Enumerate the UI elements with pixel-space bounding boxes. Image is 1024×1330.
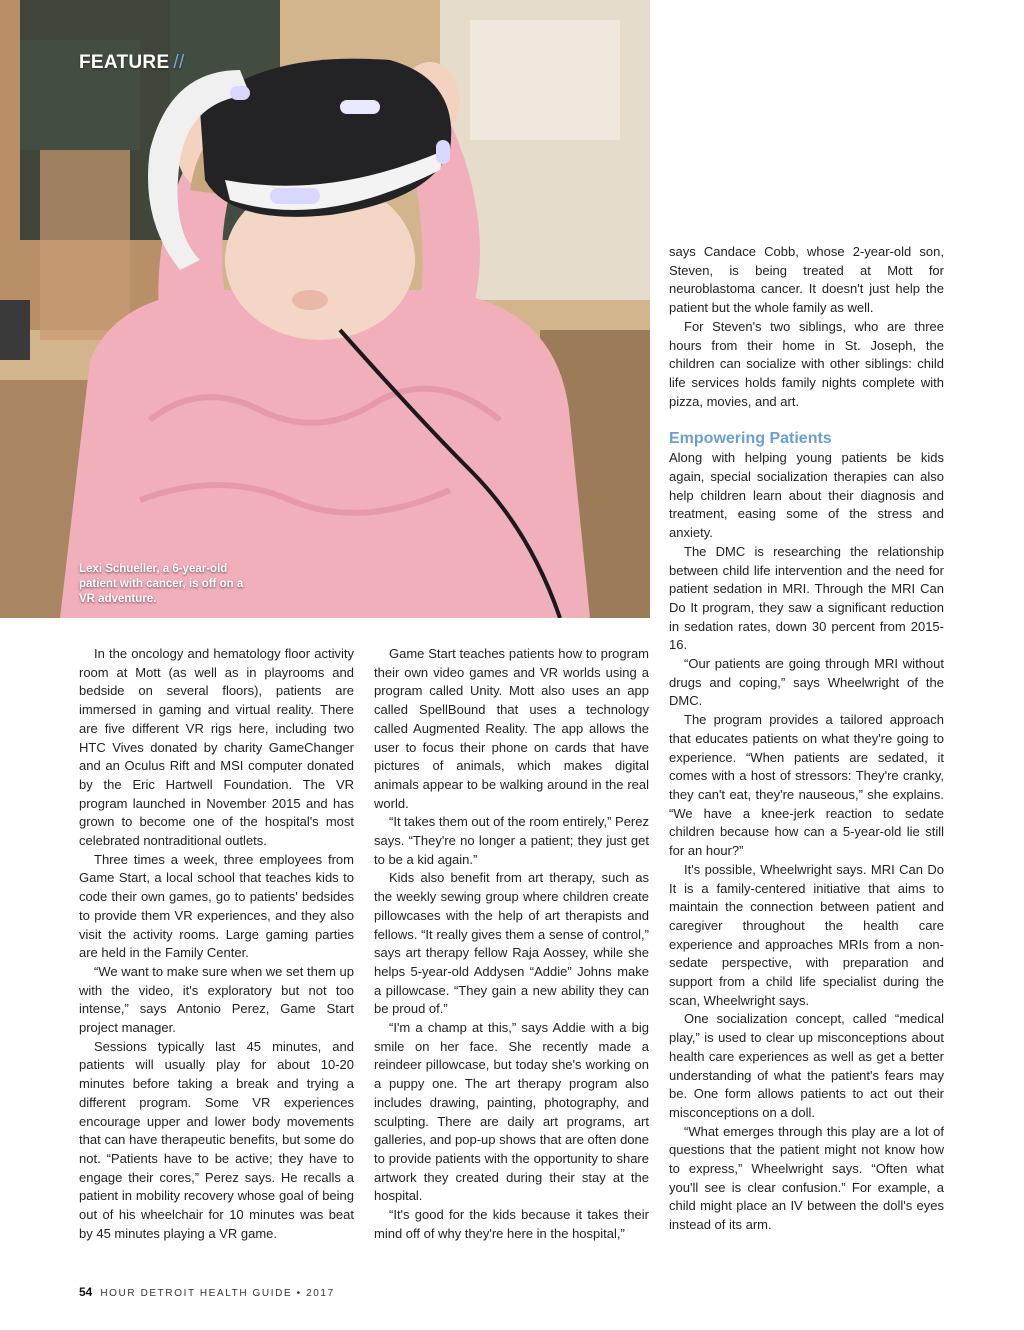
- paragraph: “What emerges through this play are a lot of questions that the patient might not know how to express,” Wheelwright says. “Often what you'll see is clear confusion.” For example, a child might place an IV between the doll's eyes instead of its arm.: [669, 1123, 944, 1233]
- paragraph: Along with helping young patients be kids again, special socialization therapies can also help children learn about their diagnosis and treatment, easing some of the stress and anxiety.: [669, 450, 944, 541]
- paragraph: For Steven's two siblings, who are three hours from their home in St. Joseph, the children can socialize with other siblings: child life services holds family nights complete with pizza, movies, and art.: [669, 318, 944, 409]
- paragraph: “We want to make sure when we set them up with the video, it's exploratory but not too intense,” says Antonio Perez, Game Start project manager.: [79, 963, 354, 1036]
- page-footer: [79, 1285, 335, 1299]
- paragraph: Sessions typically last 45 minutes, and patients will usually play for about 10-20 minutes before taking a break and trying a different program. Some VR experiences encourage upper and lower body movements that can have therapeutic benefits, but some do not. “Patients have to be active; they have to engage their cores,” Perez says. He recalls a patient in mobility recovery whose goal of being out of his wheelchair for 10 minutes was beat by 45 minutes playing a VR game.: [79, 1038, 354, 1241]
- paragraph: Kids also benefit from art therapy, such as the weekly sewing group where children create pillowcases with the help of art therapists and fellows. “It really gives them a sense of control,” says art therapy fellow Raja Aossey, while she helps 5-year-old Addysen “Addie” Johns make a pillowcase. “They gain a new ability they can be proud of.”: [374, 870, 649, 1017]
- section-label-text: FEATURE: [79, 52, 170, 73]
- paragraph: One socialization concept, called “medical play,” is used to clear up misconceptions about health care experiences as well as get a better understanding of what the patient's fears may be. One form allows patients to act out their misconceptions on a doll.: [669, 1011, 944, 1120]
- page-number: 54: [79, 1285, 93, 1299]
- vr-child-illustration: [0, 0, 650, 618]
- article-column-1: [79, 645, 354, 1244]
- section-subhead: Empowering Patients: [669, 430, 832, 448]
- paragraph: Game Start teaches patients how to program their own video games and VR worlds using a program called Unity. Mott also uses an app called SpellBound that uses a technology called Augmented Reality. The app allows the user to focus their phone on cards that have pictures of animals, which makes digital animals appear to be walking around in the real world.: [374, 646, 649, 811]
- paragraph: The DMC is researching the relationship between child life intervention and the need for patient sedation in MRI. Through the MRI Can Do It program, they saw a significant reduction in sedation rates, down 30 percent from 2015-16.: [669, 543, 944, 653]
- section-label-mark: //: [173, 52, 185, 73]
- article-column-2: [374, 645, 649, 1244]
- photo-caption: Lexi Schueller, a 6-year-old patient with cancer, is off on a VR adventure.: [79, 563, 244, 605]
- paragraph: “I'm a champ at this,” says Addie with a big smile on her face. She recently made a reindeer pillowcase, but today she's working on a puppy one. The art therapy program also includes drawing, painting, photography, and sculpting. There are daily art programs, art galleries, and pop-up shows that are often done to provide patients with the opportunity to share artwork they created during their stay at the hospital.: [374, 1020, 649, 1204]
- paragraph: It's possible, Wheelwright says. MRI Can Do It is a family-centered initiative that aims to maintain the connection between patient and caregiver throughout the health care experience and approaches MRIs from a non-sedate perspective, with preparation and support from a child life specialist during the scan, Wheelwright says.: [669, 861, 944, 1008]
- section-label: [79, 52, 185, 74]
- paragraph: In the oncology and hematology floor activity room at Mott (as well as in playrooms and bedside on several floors), patients are immersed in gaming and virtual reality. There are five different VR rigs here, including two HTC Vives donated by charity GameChanger and an Oculus Rift and MSI computer donated by the Eric Hartwell Foundation. The VR program launched in November 2015 and has grown to become one of the hospital's most celebrated nontraditional outlets.: [79, 646, 354, 849]
- paragraph: says Candace Cobb, whose 2-year-old son, Steven, is being treated at Mott for neuroblastoma cancer. It doesn't just help the patient but the whole family as well.: [669, 244, 944, 316]
- paragraph: “It takes them out of the room entirely,” Perez says. “They're no longer a patient; they just get to be a kid again.”: [374, 814, 649, 867]
- paragraph: “It's good for the kids because it takes their mind off of why they're here in the hospital,”: [374, 1207, 649, 1241]
- paragraph: Three times a week, three employees from Game Start, a local school that teaches kids to code their own games, go to patients' bedsides to provide them VR experiences, and they also visit the activity rooms. Large gaming parties are held in the Family Center.: [79, 851, 354, 961]
- feature-photo: [0, 0, 650, 618]
- publication-name: HOUR DETROIT HEALTH GUIDE • 2017: [100, 1288, 335, 1299]
- paragraph: “Our patients are going through MRI without drugs and coping,” says Wheelwright of the DMC.: [669, 656, 944, 709]
- paragraph: The program provides a tailored approach that educates patients on what they're going to experience. “When patients are sedated, it comes with a host of stressors: They're cranky, they can't eat, they're nauseous,” she explains. “We have a knee-jerk reaction to sedate children because how can a 5-year-old lie still for an hour?”: [669, 712, 944, 859]
- article-column-3: [669, 243, 944, 1235]
